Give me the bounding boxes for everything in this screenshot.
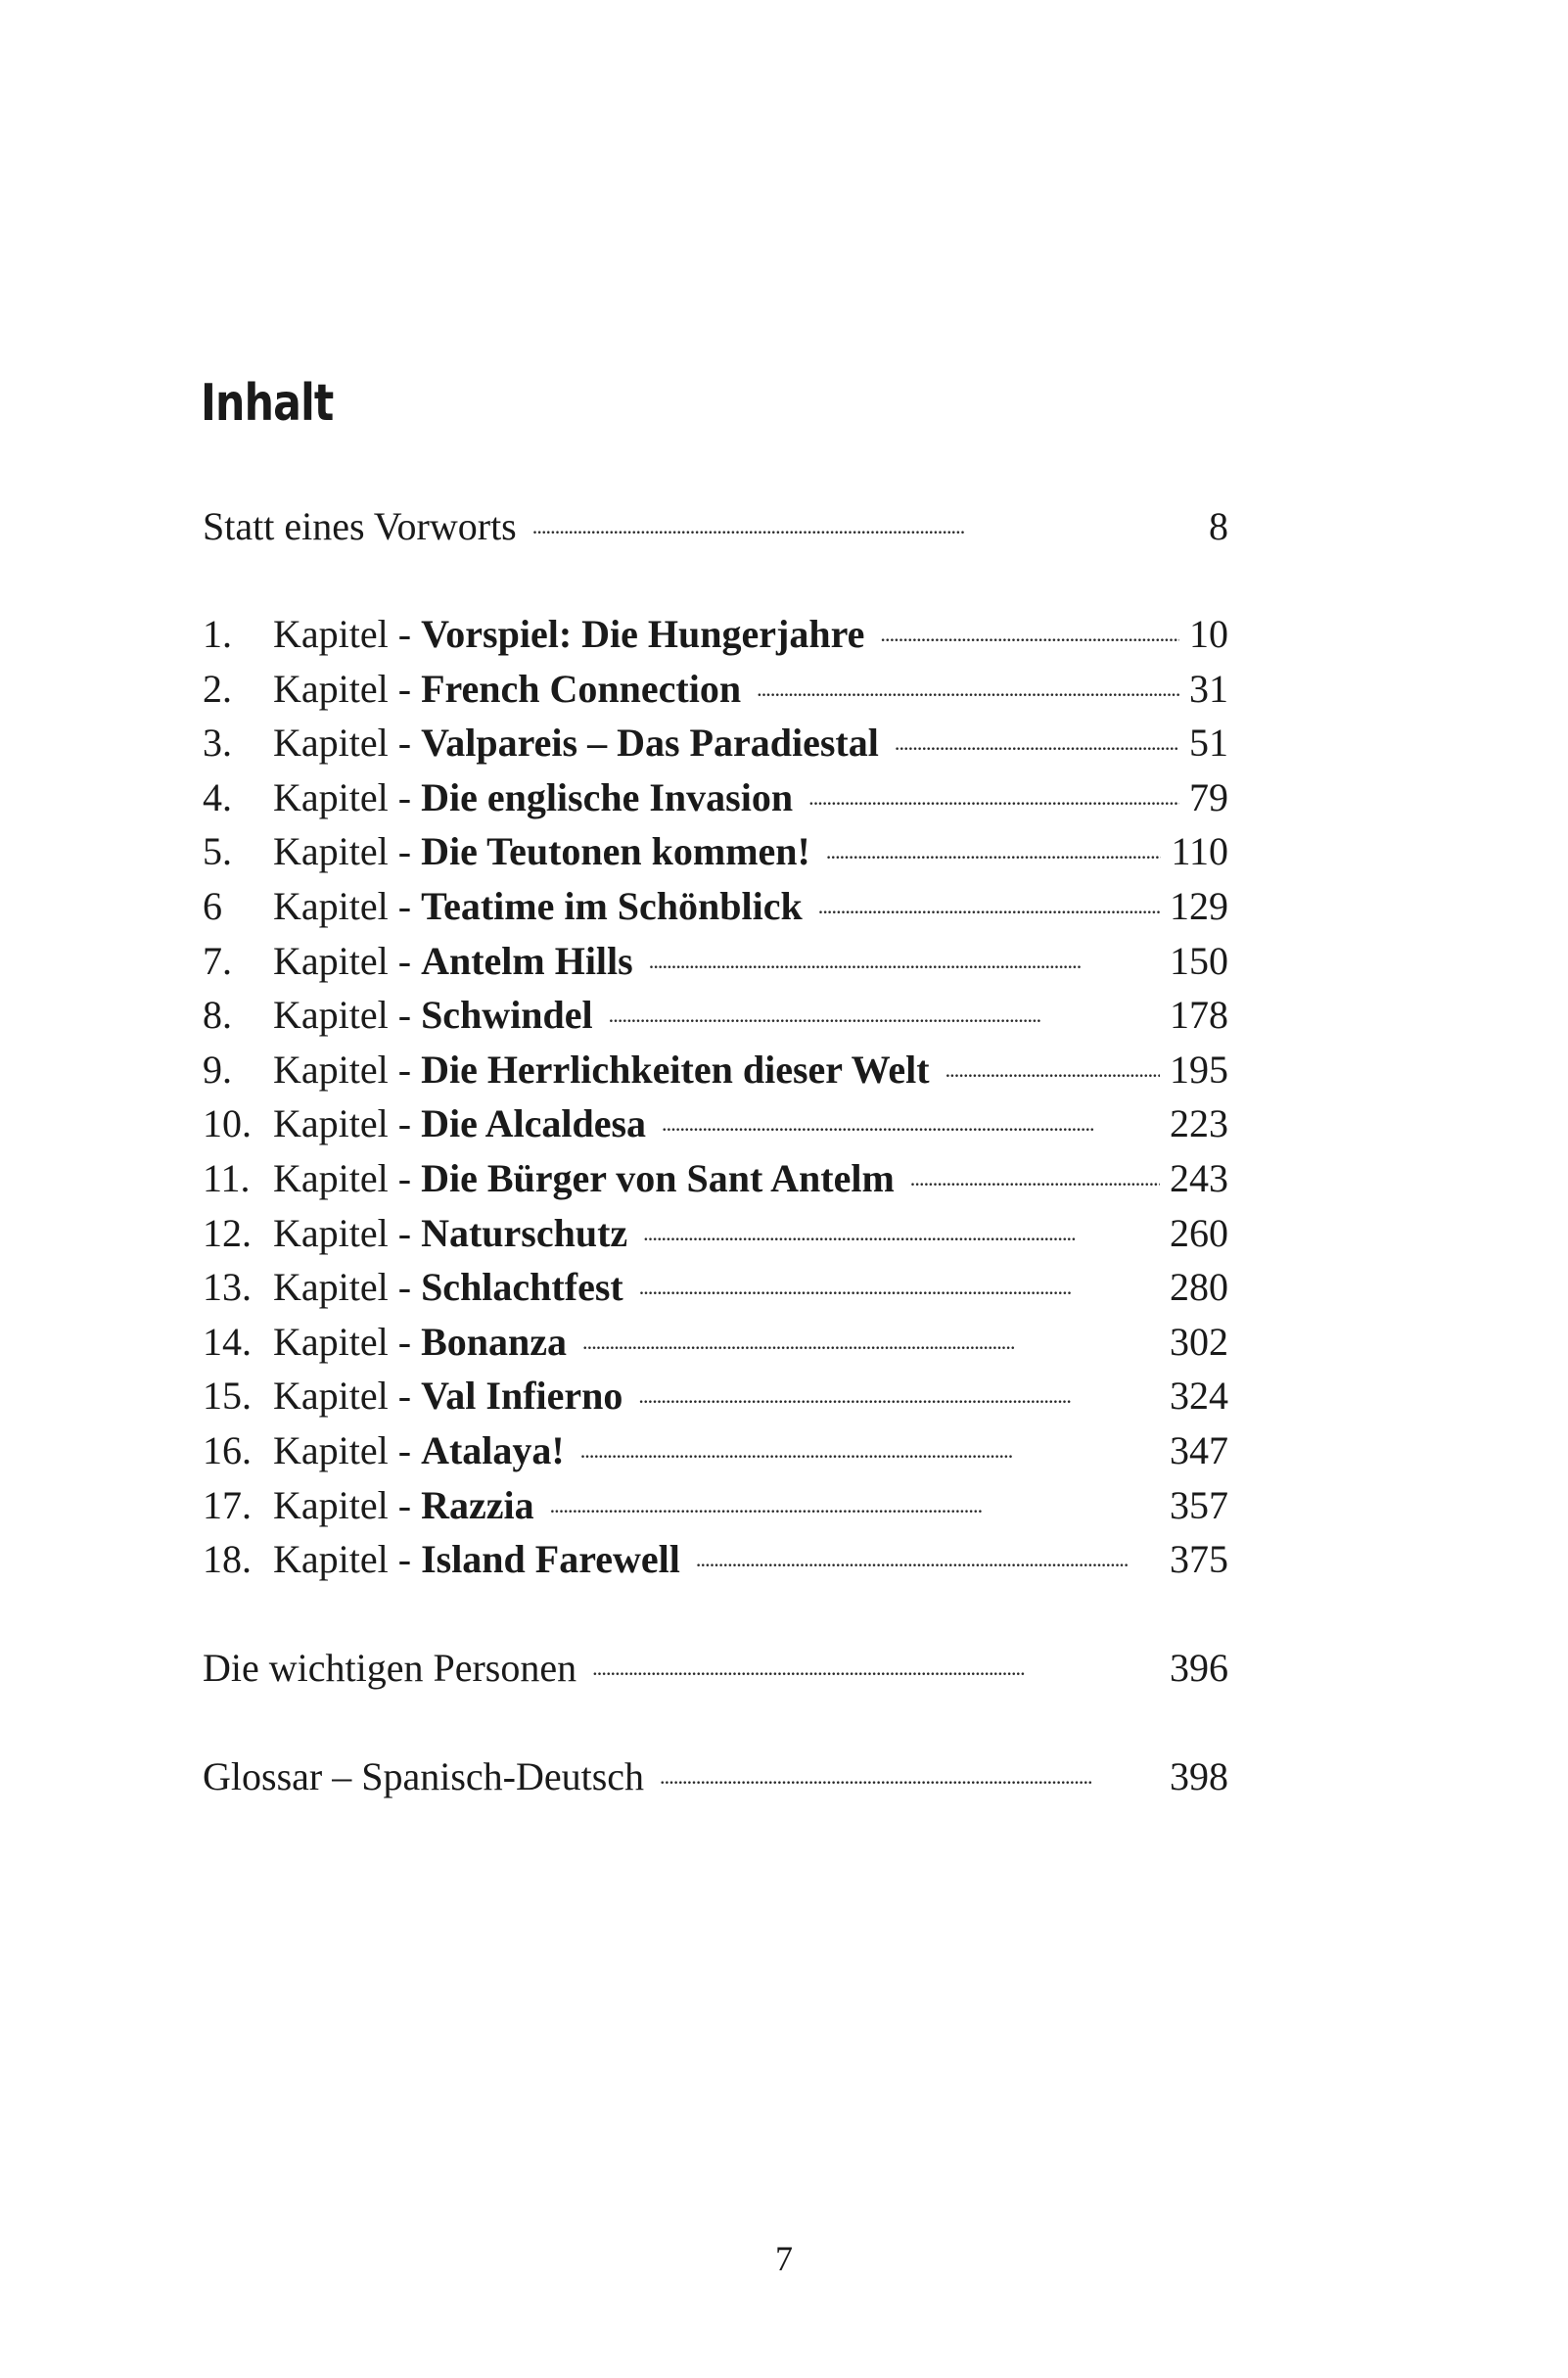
- chapter-number: 4.: [203, 774, 232, 819]
- chapter-separator: -: [397, 1319, 412, 1364]
- chapter-page: 150: [1170, 938, 1228, 983]
- page-number-footer: 7: [775, 2239, 793, 2278]
- chapter-number: 2.: [203, 666, 232, 711]
- chapter-number: 14.: [203, 1319, 252, 1364]
- toc-entry-chapter: [203, 1151, 1228, 1206]
- chapter-title: Antelm Hills: [421, 938, 633, 983]
- chapter-title: French Connection: [421, 666, 742, 711]
- toc-entry-chapter: [203, 1315, 1228, 1370]
- dot-leader: [592, 1641, 1160, 1696]
- chapter-title: Schwindel: [421, 993, 593, 1038]
- dot-leader: [609, 988, 1160, 1043]
- chapter-number: 1.: [203, 612, 232, 656]
- toc-entry-front: [203, 499, 1228, 554]
- toc-entry-personen: [203, 1641, 1228, 1696]
- chapter-label: Kapitel: [273, 1210, 389, 1255]
- dot-leader: [660, 1749, 1160, 1804]
- chapter-page: 79: [1189, 774, 1228, 819]
- chapter-separator: -: [397, 1537, 412, 1582]
- toc-entry-chapter: [203, 662, 1228, 717]
- chapter-title: Island Farewell: [421, 1537, 680, 1582]
- toc-entry-chapter: [203, 879, 1228, 934]
- chapter-separator: -: [397, 1156, 412, 1200]
- chapter-title: Die Herrlichkeiten dieser Welt: [421, 1047, 930, 1092]
- chapter-label: Kapitel: [273, 666, 389, 711]
- dot-leader: [895, 716, 1179, 770]
- chapter-label: Kapitel: [273, 1156, 389, 1200]
- chapter-number: 8.: [203, 993, 232, 1038]
- chapter-page: 357: [1170, 1482, 1228, 1527]
- chapter-label: Kapitel: [273, 884, 389, 928]
- chapter-title: Die Bürger von Sant Antelm: [421, 1156, 895, 1200]
- chapter-label: Kapitel: [273, 612, 389, 656]
- dot-leader: [757, 662, 1179, 717]
- chapter-separator: -: [397, 612, 412, 656]
- chapter-label: Kapitel: [273, 1265, 389, 1310]
- dot-leader: [638, 1369, 1160, 1423]
- chapter-label: Kapitel: [273, 938, 389, 983]
- toc-entry-glossar: [203, 1749, 1228, 1804]
- dot-leader: [880, 607, 1179, 662]
- toc-entry-page: 396: [1170, 1646, 1228, 1690]
- chapter-page: 302: [1170, 1319, 1228, 1364]
- chapter-separator: -: [397, 721, 412, 766]
- toc-entry-chapter: [203, 607, 1228, 662]
- chapter-number: 9.: [203, 1047, 232, 1092]
- toc-heading: Inhalt: [201, 374, 334, 433]
- chapter-page: 31: [1189, 666, 1228, 711]
- chapter-title: Die englische Invasion: [421, 774, 794, 819]
- chapter-page: 375: [1170, 1537, 1228, 1582]
- toc-entry-chapter: [203, 1369, 1228, 1423]
- chapter-label: Kapitel: [273, 1374, 389, 1419]
- toc-entry-title: Statt eines Vorworts: [203, 504, 517, 548]
- chapter-page: 110: [1171, 829, 1228, 874]
- chapter-title: Atalaya!: [421, 1428, 565, 1472]
- chapter-number: 13.: [203, 1265, 252, 1310]
- chapter-number: 10.: [203, 1101, 252, 1146]
- chapter-page: 10: [1189, 612, 1228, 656]
- chapter-title: Bonanza: [421, 1319, 567, 1364]
- toc-entry-chapter: [203, 1423, 1228, 1478]
- dot-leader: [696, 1532, 1160, 1587]
- toc-entry-chapter: [203, 988, 1228, 1043]
- chapter-title: Schlachtfest: [421, 1265, 623, 1310]
- chapter-number: 15.: [203, 1374, 252, 1419]
- chapter-separator: -: [397, 938, 412, 983]
- dot-leader: [582, 1315, 1160, 1370]
- chapter-separator: -: [397, 666, 412, 711]
- dot-leader: [550, 1478, 1160, 1533]
- chapter-label: Kapitel: [273, 1047, 389, 1092]
- chapter-title: Val Infierno: [421, 1374, 623, 1419]
- chapter-label: Kapitel: [273, 1101, 389, 1146]
- chapter-number: 12.: [203, 1210, 252, 1255]
- toc-entry-chapter: [203, 1260, 1228, 1315]
- toc-entry-chapter: [203, 1532, 1228, 1587]
- chapter-page: 178: [1170, 993, 1228, 1038]
- dot-leader: [826, 824, 1162, 879]
- toc-entry-chapter: [203, 1096, 1228, 1151]
- chapter-number: 11.: [203, 1156, 251, 1200]
- chapter-number: 17.: [203, 1482, 252, 1527]
- chapter-number: 5.: [203, 829, 232, 874]
- chapter-separator: -: [397, 1374, 412, 1419]
- dot-leader: [532, 499, 1199, 554]
- dot-leader: [649, 934, 1160, 989]
- chapter-number: 7.: [203, 938, 232, 983]
- toc-entry-chapter: [203, 716, 1228, 770]
- chapter-page: 129: [1170, 884, 1228, 928]
- chapter-title: Naturschutz: [421, 1210, 628, 1255]
- chapter-number: 6: [203, 884, 222, 928]
- dot-leader: [808, 770, 1179, 825]
- chapter-title: Valpareis – Das Paradiestal: [421, 721, 879, 766]
- chapter-label: Kapitel: [273, 721, 389, 766]
- toc-entry-page: 8: [1209, 504, 1228, 548]
- chapter-label: Kapitel: [273, 1537, 389, 1582]
- chapter-page: 260: [1170, 1210, 1228, 1255]
- chapter-page: 51: [1189, 721, 1228, 766]
- toc-entry-title: Glossar – Spanisch-Deutsch: [203, 1754, 645, 1798]
- chapter-title: Die Teutonen kommen!: [421, 829, 810, 874]
- chapter-separator: -: [397, 774, 412, 819]
- chapter-number: 3.: [203, 721, 232, 766]
- chapter-number: 16.: [203, 1428, 252, 1472]
- toc-entry-chapter: [203, 770, 1228, 825]
- chapter-label: Kapitel: [273, 774, 389, 819]
- toc-entry-title: Die wichtigen Personen: [203, 1646, 577, 1690]
- chapter-separator: -: [397, 1210, 412, 1255]
- toc-entry-chapter: [203, 824, 1228, 879]
- chapter-separator: -: [397, 1101, 412, 1146]
- toc-entry-chapter: [203, 1478, 1228, 1533]
- chapter-title: Vorspiel: Die Hungerjahre: [421, 612, 865, 656]
- chapter-label: Kapitel: [273, 1319, 389, 1364]
- chapter-separator: -: [397, 1482, 412, 1527]
- chapter-number: 18.: [203, 1537, 252, 1582]
- toc-entry-page: 398: [1170, 1754, 1228, 1798]
- dot-leader: [662, 1096, 1160, 1151]
- chapter-page: 243: [1170, 1156, 1228, 1200]
- chapter-label: Kapitel: [273, 1428, 389, 1472]
- chapter-page: 324: [1170, 1374, 1228, 1419]
- chapter-page: 195: [1170, 1047, 1228, 1092]
- chapter-page: 223: [1170, 1101, 1228, 1146]
- dot-leader: [580, 1423, 1160, 1478]
- dot-leader: [639, 1260, 1160, 1315]
- dot-leader: [945, 1043, 1160, 1097]
- toc-entry-chapter: [203, 1206, 1228, 1261]
- chapter-separator: -: [397, 993, 412, 1038]
- dot-leader: [643, 1206, 1160, 1261]
- dot-leader: [818, 879, 1160, 934]
- dot-leader: [910, 1151, 1160, 1206]
- chapter-label: Kapitel: [273, 993, 389, 1038]
- toc-entry-chapter: [203, 1043, 1228, 1097]
- chapter-title: Die Alcaldesa: [421, 1101, 647, 1146]
- chapter-label: Kapitel: [273, 829, 389, 874]
- chapter-separator: -: [397, 1047, 412, 1092]
- chapter-label: Kapitel: [273, 1482, 389, 1527]
- chapter-title: Razzia: [421, 1482, 534, 1527]
- chapter-page: 280: [1170, 1265, 1228, 1310]
- chapter-title: Teatime im Schönblick: [421, 884, 803, 928]
- chapter-separator: -: [397, 884, 412, 928]
- chapter-separator: -: [397, 1428, 412, 1472]
- chapter-page: 347: [1170, 1428, 1228, 1472]
- chapter-separator: -: [397, 1265, 412, 1310]
- toc-entry-chapter: [203, 934, 1228, 989]
- chapter-separator: -: [397, 829, 412, 874]
